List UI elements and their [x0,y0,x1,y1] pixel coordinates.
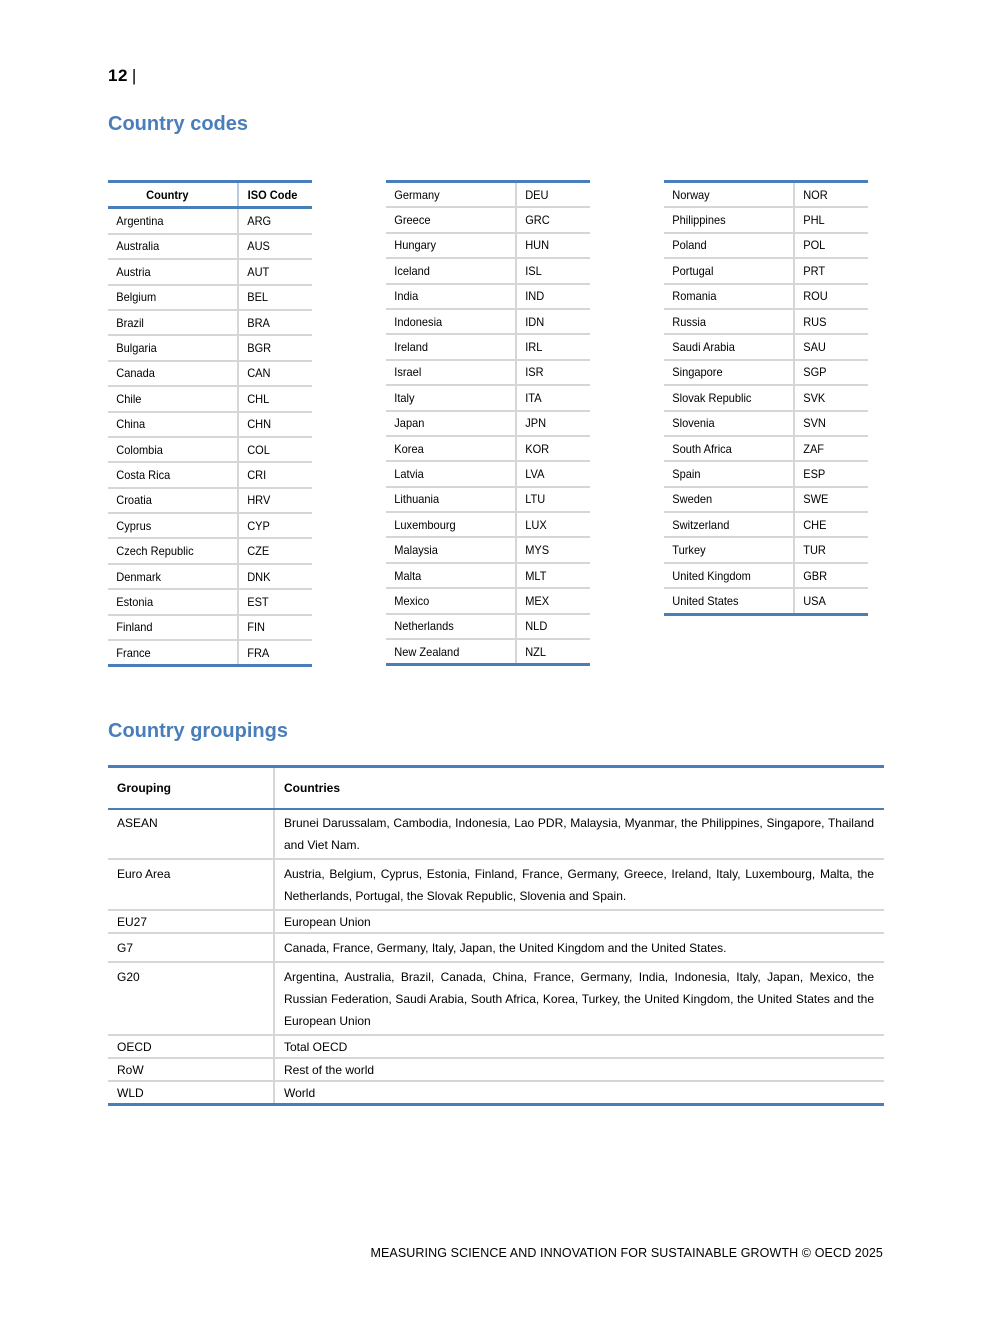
country-name: Germany [386,182,506,208]
country-name: Iceland [386,258,506,283]
header-grouping: Grouping [108,767,274,810]
grouping-countries: World [274,1081,884,1105]
iso-code: AUT [238,259,306,284]
table-row [386,309,590,334]
grouping-countries: Canada, France, Germany, Italy, Japan, the United Kingdom and the United States. [274,933,884,962]
iso-code: NLD [516,614,584,639]
table-row [664,360,868,385]
table-row [664,461,868,486]
iso-code: ZAF [794,436,862,461]
page-number-value: 12 [108,66,128,85]
table-row [664,309,868,334]
iso-code: POL [794,233,862,258]
table-row [664,436,868,461]
iso-code: AUS [238,234,306,259]
header-countries: Countries [274,767,884,810]
table-row [386,614,590,639]
country-name: New Zealand [386,639,506,665]
iso-code: EST [238,589,306,614]
country-name: Greece [386,207,506,232]
table-row [108,335,312,360]
table-row [108,615,312,640]
table-row [664,207,868,232]
iso-code: HRV [238,488,306,513]
iso-code: ROU [794,284,862,309]
iso-code: IND [516,284,584,309]
country-name: Colombia [108,437,228,462]
table-row [664,512,868,537]
table-row [108,259,312,284]
iso-code: LUX [516,512,584,537]
country-name: Norway [664,182,784,208]
table-row [108,640,312,666]
table-row [386,360,590,385]
country-name: Korea [386,436,506,461]
country-name: Slovak Republic [664,385,784,410]
table-row [108,488,312,513]
iso-code: DEU [525,187,549,202]
country-name: Costa Rica [108,462,228,487]
country-name: Japan [386,411,506,436]
table-row [108,361,312,386]
table-row [108,962,884,1035]
country-name: Chile [108,386,228,411]
iso-code: COL [238,437,306,462]
grouping-code: OECD [108,1035,274,1058]
country-name: Lithuania [386,487,506,512]
iso-code: CAN [238,361,306,386]
table-row [386,182,590,208]
country-name: Sweden [664,487,784,512]
country-name: Croatia [108,488,228,513]
table-header-row [108,767,884,810]
iso-code: LVA [516,461,584,486]
table-row [108,386,312,411]
country-groupings-table [108,765,884,1106]
table-row [108,412,312,437]
country-name: Israel [386,360,506,385]
table-row [108,564,312,589]
iso-code: JPN [516,411,584,436]
country-name: Argentina [108,208,228,234]
table-row [108,589,312,614]
table-row [386,411,590,436]
country-name: United States [664,588,784,614]
grouping-code: EU27 [108,910,274,933]
iso-code: SGP [794,360,862,385]
iso-code: GRC [516,207,584,232]
table-row [386,461,590,486]
country-name: Austria [108,259,228,284]
country-name: Saudi Arabia [664,334,784,359]
table-row [108,538,312,563]
country-name: Indonesia [386,309,506,334]
table-row [386,537,590,562]
country-name: Russia [664,309,784,334]
table-row [386,487,590,512]
country-name: Cyprus [108,513,228,538]
country-codes-table-2 [386,180,590,666]
page-number [108,66,137,86]
iso-code: FIN [238,615,306,640]
iso-code: FRA [238,640,306,666]
country-name: India [386,284,506,309]
grouping-countries: Argentina, Australia, Brazil, Canada, China, France, Germany, India, Indonesia, Italy, Japan, Mexico, the Russian Federation, Saudi Arabia, South Africa, Korea, Turkey, the United Kingdom, the United States and the European Union [274,962,884,1035]
country-name: Mexico [386,588,506,613]
grouping-code: Euro Area [108,859,274,910]
table-row [664,182,868,208]
iso-code: HUN [516,233,584,258]
country-codes-table-3 [664,180,868,616]
table-row [386,334,590,359]
iso-code: CYP [238,513,306,538]
country-name: Turkey [664,537,784,562]
table-row [664,258,868,283]
table-row [386,512,590,537]
table-row [108,513,312,538]
table-row [108,859,884,910]
country-name: Denmark [108,564,228,589]
iso-code: MYS [516,537,584,562]
page-footer: MEASURING SCIENCE AND INNOVATION FOR SUSTAINABLE GROWTH © OECD 2025 [370,1246,883,1260]
country-name: Singapore [664,360,784,385]
iso-code: PHL [794,207,862,232]
iso-code: NZL [516,639,584,665]
iso-code: IDN [516,309,584,334]
table-row [664,537,868,562]
table-row [108,1081,884,1105]
table-row [108,1035,884,1058]
country-groupings-title: Country groupings [108,720,288,742]
grouping-code: G7 [108,933,274,962]
country-name: Brazil [108,310,228,335]
iso-code: CHN [238,412,306,437]
grouping-code: ASEAN [108,809,274,859]
country-name: Latvia [386,461,506,486]
table-row [386,563,590,588]
table-header-row [108,182,312,208]
table-row [108,208,312,234]
iso-code: ISL [516,258,584,283]
grouping-countries: Rest of the world [274,1058,884,1081]
table-row [108,933,884,962]
country-name: Slovenia [664,411,784,436]
table-row [108,809,884,859]
table-row [664,334,868,359]
iso-code: ITA [516,385,584,410]
iso-code: DNK [238,564,306,589]
page-number-separator: | [131,66,137,85]
iso-code: BRA [238,310,306,335]
country-name: Poland [664,233,784,258]
country-name: Netherlands [386,614,506,639]
grouping-countries: Total OECD [274,1035,884,1058]
grouping-countries: Brunei Darussalam, Cambodia, Indonesia, Lao PDR, Malaysia, Myanmar, the Philippines, Singapore, Thailand and Viet Nam. [284,816,874,852]
country-name: Hungary [386,233,506,258]
grouping-countries: European Union [274,910,884,933]
iso-code: BGR [238,335,306,360]
table-row [108,462,312,487]
iso-code: CZE [238,538,306,563]
country-name: Spain [664,461,784,486]
country-name: Belgium [108,285,228,310]
iso-code: LTU [516,487,584,512]
table-row [386,588,590,613]
iso-code: USA [794,588,862,614]
country-name: Malta [386,563,506,588]
iso-code: RUS [794,309,862,334]
iso-code: KOR [516,436,584,461]
country-name: Bulgaria [108,335,228,360]
country-name: Australia [108,234,228,259]
country-name: Switzerland [664,512,784,537]
header-country: Country [108,182,228,208]
table-row [108,234,312,259]
iso-code: MEX [516,588,584,613]
country-name: Portugal [664,258,784,283]
table-row [108,285,312,310]
table-row [108,310,312,335]
iso-code: SWE [794,487,862,512]
iso-code: NOR [803,187,828,202]
country-name: Luxembourg [386,512,506,537]
table-row [386,385,590,410]
country-name: Estonia [108,589,228,614]
iso-code: ESP [794,461,862,486]
iso-code: PRT [794,258,862,283]
table-row [386,639,590,665]
iso-code: SAU [794,334,862,359]
country-name: France [108,640,228,666]
iso-code: MLT [516,563,584,588]
table-row [108,437,312,462]
country-name: Philippines [664,207,784,232]
country-codes-title: Country codes [108,113,249,135]
iso-code: BEL [238,285,306,310]
table-row [664,233,868,258]
country-name: Ireland [386,334,506,359]
country-name: Finland [108,615,228,640]
iso-code: CHE [794,512,862,537]
table-row [386,207,590,232]
country-name: Italy [386,385,506,410]
iso-code: SVN [794,411,862,436]
country-codes-table-1 [108,180,312,667]
iso-code: TUR [794,537,862,562]
country-name: Romania [664,284,784,309]
table-row [664,385,868,410]
grouping-countries: Austria, Belgium, Cyprus, Estonia, Finland, France, Germany, Greece, Ireland, Italy, Luxembourg, Malta, the Netherlands, Portugal, the Slovak Republic, Slovenia and Spain. [274,859,884,910]
table-row [664,284,868,309]
country-name: China [108,412,228,437]
iso-code: CRI [238,462,306,487]
table-row [386,233,590,258]
iso-code: SVK [794,385,862,410]
grouping-code: RoW [108,1058,274,1081]
table-row [664,588,868,614]
table-row [386,258,590,283]
grouping-code: WLD [108,1081,274,1105]
country-name: Malaysia [386,537,506,562]
grouping-code: G20 [108,962,274,1035]
table-row [108,1058,884,1081]
country-name: United Kingdom [664,563,784,588]
table-row [386,284,590,309]
table-row [664,487,868,512]
table-row [664,411,868,436]
iso-code: ISR [516,360,584,385]
table-row [386,436,590,461]
iso-code: CHL [238,386,306,411]
iso-code: IRL [516,334,584,359]
country-name: South Africa [664,436,784,461]
iso-code: GBR [794,563,862,588]
header-iso-code: ISO Code [238,182,306,208]
country-name: Czech Republic [108,538,228,563]
iso-code: ARG [247,214,272,229]
country-name: Canada [108,361,228,386]
table-row [108,910,884,933]
table-row [664,563,868,588]
